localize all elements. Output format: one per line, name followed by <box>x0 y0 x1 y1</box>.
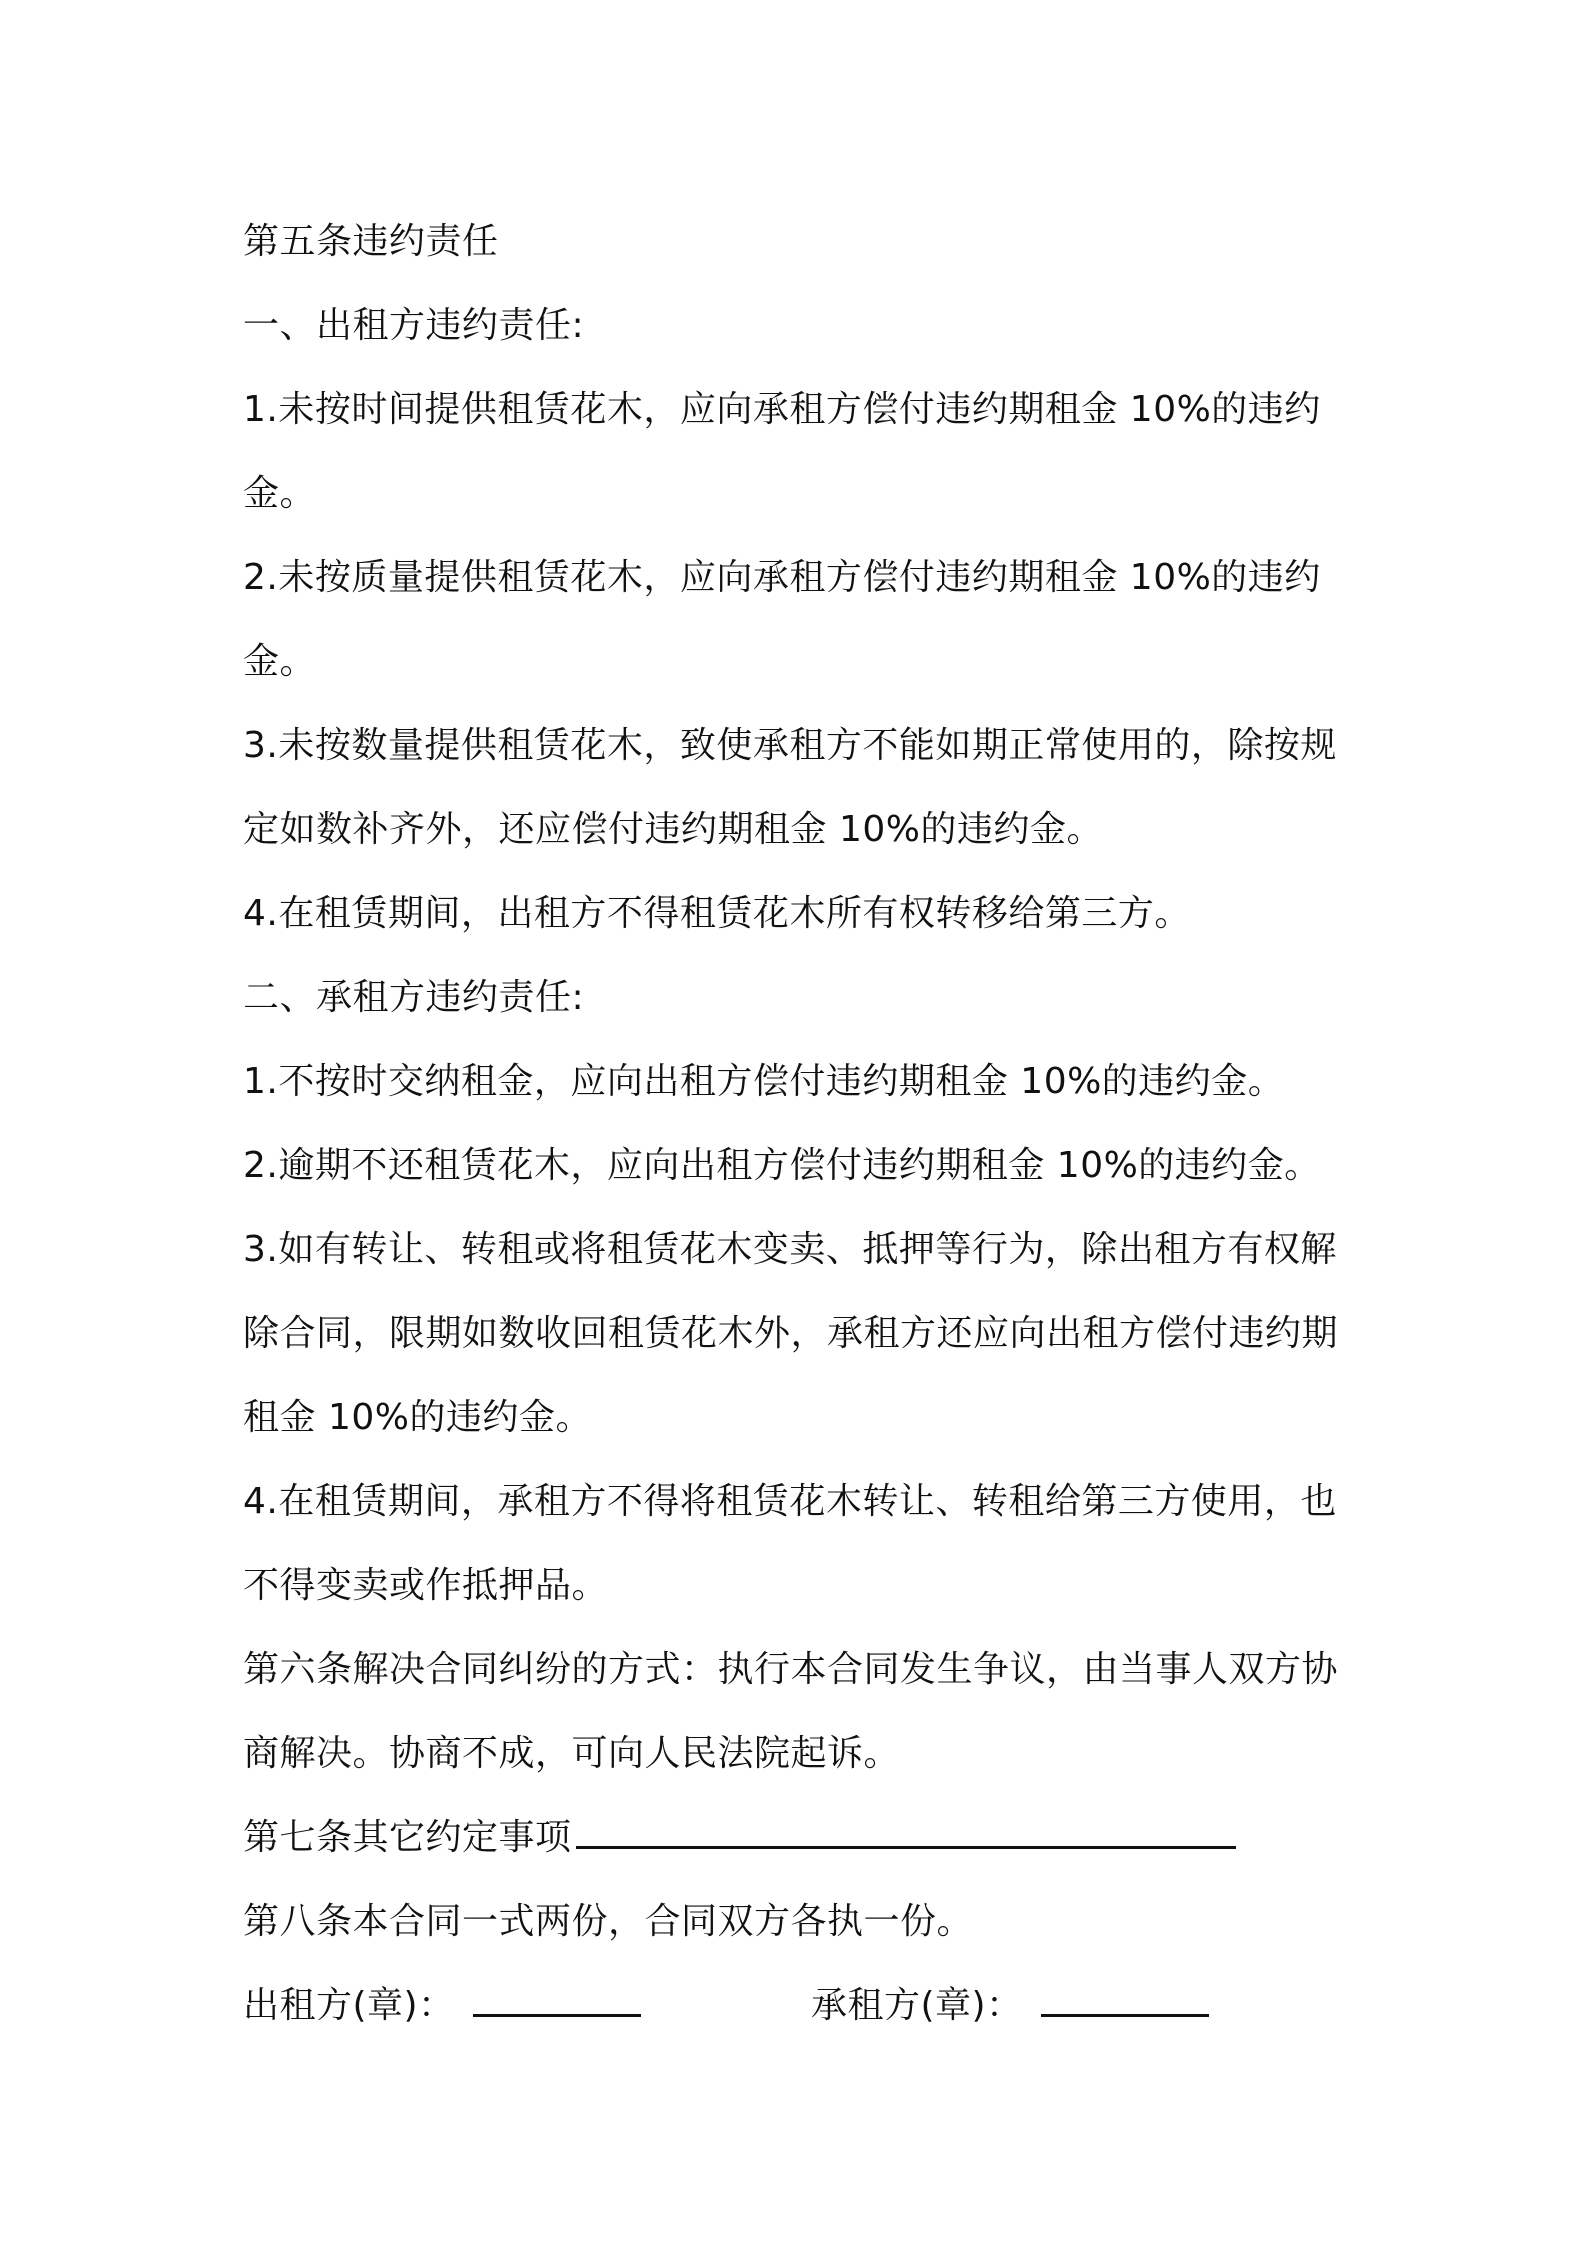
lessor-signature <box>243 1964 811 2048</box>
article-6-line-1: 第六条解决合同纠纷的方式：执行本合同发生争议，由当事人双方协 <box>243 1649 1339 1690</box>
lessee-sign-blank[interactable] <box>1041 1984 1209 2017</box>
contract-text <box>243 200 1363 2048</box>
lessor-clause-2-line-1: 2.未按质量提供租赁花木，应向承租方偿付违约期租金 10%的违约 <box>243 557 1321 598</box>
article-7-label: 第七条其它约定事项 <box>243 1817 572 1858</box>
lessee-clause-3-line-2: 除合同，限期如数收回租赁花木外，承租方还应向出租方偿付违约期 <box>243 1313 1339 1354</box>
signature-row <box>243 1964 1363 2048</box>
lessor-clause-4: 4.在租赁期间，出租方不得租赁花木所有权转移给第三方。 <box>243 893 1191 934</box>
article-6-line-2: 商解决。协商不成，可向人民法院起诉。 <box>243 1733 901 1774</box>
lessee-signature <box>811 1964 1209 2048</box>
lessee-clause-1: 1.不按时交纳租金，应向出租方偿付违约期租金 10%的违约金。 <box>243 1061 1285 1102</box>
lessor-clause-3-line-2: 定如数补齐外，还应偿付违约期租金 10%的违约金。 <box>243 809 1103 850</box>
lessor-sign-blank[interactable] <box>473 1984 641 2017</box>
article-7-blank[interactable] <box>576 1816 1236 1849</box>
lessee-clause-4-line-1: 4.在租赁期间，承租方不得将租赁花木转让、转租给第三方使用，也 <box>243 1481 1337 1522</box>
lessee-clause-3-line-1: 3.如有转让、转租或将租赁花木变卖、抵押等行为，除出租方有权解 <box>243 1229 1337 1270</box>
lessee-sign-label: 承租方(章)： <box>811 1985 1023 2026</box>
lessee-liability-heading: 二、承租方违约责任: <box>243 977 585 1018</box>
lessor-clause-1-line-1: 1.未按时间提供租赁花木，应向承租方偿付违约期租金 10%的违约 <box>243 389 1321 430</box>
lessor-liability-heading: 一、出租方违约责任: <box>243 305 585 346</box>
article-8: 第八条本合同一式两份，合同双方各执一份。 <box>243 1901 974 1942</box>
lessor-clause-3-line-1: 3.未按数量提供租赁花木，致使承租方不能如期正常使用的，除按规 <box>243 725 1337 766</box>
lessor-sign-label: 出租方(章)： <box>243 1985 455 2026</box>
article-5-heading: 第五条违约责任 <box>243 221 499 262</box>
article-7 <box>243 1796 1363 1880</box>
lessee-clause-3-line-3: 租金 10%的违约金。 <box>243 1397 592 1438</box>
lessor-clause-2-line-2: 金。 <box>243 641 317 682</box>
lessee-clause-4-line-2: 不得变卖或作抵押品。 <box>243 1565 609 1606</box>
lessor-clause-1-line-2: 金。 <box>243 473 317 514</box>
lessee-clause-2: 2.逾期不还租赁花木，应向出租方偿付违约期租金 10%的违约金。 <box>243 1145 1321 1186</box>
